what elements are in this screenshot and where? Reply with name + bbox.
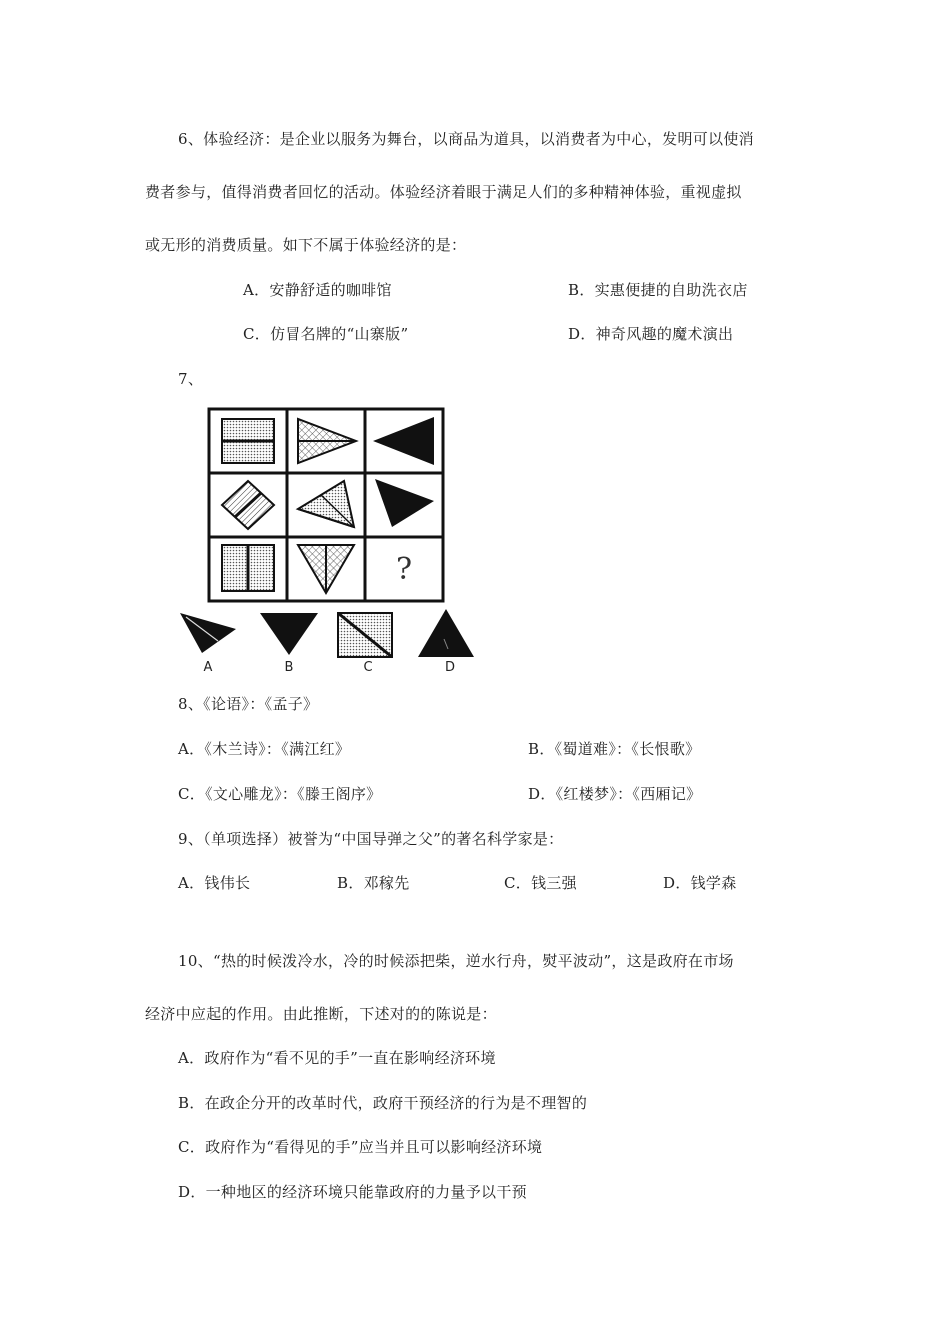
q7-cell-r2c2 xyxy=(298,481,354,527)
q7-cell-r1c1 xyxy=(222,419,274,463)
q10-option-c: C．政府作为“看得见的手”应当并且可以影响经济环境 xyxy=(178,1138,543,1156)
q6-option-b: B．实惠便捷的自助洗衣店 xyxy=(568,281,748,299)
q8-option-a: A．《木兰诗》：《满江红》 xyxy=(178,740,351,758)
q7-answer-d xyxy=(418,609,474,675)
q8-option-c: C．《文心雕龙》：《滕王阁序》 xyxy=(178,785,382,803)
q8-option-d: D．《红楼梦》：《西厢记》 xyxy=(528,785,702,803)
q7-answer-b-label: B xyxy=(284,660,294,675)
q7-cell-r1c3 xyxy=(373,417,434,465)
q9-stem: 9、（单项选择）被誉为“中国导弹之父”的著名科学家是： xyxy=(178,830,564,848)
q6-stem-line-2: 费者参与，值得消费者回忆的活动。体验经济着眼于满足人们的多种精神体验，重视虚拟 xyxy=(145,183,742,201)
q9-option-d: D．钱学森 xyxy=(663,874,737,892)
q6-option-c: C．仿冒名牌的“山寨版” xyxy=(243,325,409,343)
q6-stem-line-1: 6、体验经济：是企业以服务为舞台，以商品为道具，以消费者为中心，发明可以使消 xyxy=(178,130,754,148)
q7-cell-r1c2 xyxy=(298,419,356,463)
q6-option-a: A．安静舒适的咖啡馆 xyxy=(243,281,392,299)
q7-answer-b xyxy=(260,613,318,675)
q10-option-b: B．在政企分开的改革时代，政府干预经济的行为是不理智的 xyxy=(178,1094,588,1112)
q10-option-d: D．一种地区的经济环境只能靠政府的力量予以干预 xyxy=(178,1183,527,1201)
q10-stem-line-2: 经济中应起的作用。由此推断，下述对的的陈说是： xyxy=(145,1005,497,1023)
q7-cell-r3c3-question xyxy=(396,552,412,587)
q9-option-b: B．邓稼先 xyxy=(337,874,410,892)
q7-answer-a xyxy=(180,613,236,675)
q9-option-a: A．钱伟长 xyxy=(178,874,251,892)
q8-stem: 8、《论语》：《孟子》 xyxy=(178,695,319,713)
q10-option-a: A．政府作为“看不见的手”一直在影响经济环境 xyxy=(178,1049,496,1067)
q9-option-c: C．钱三强 xyxy=(504,874,577,892)
q7-answer-d-label: D xyxy=(444,660,456,675)
q10-stem-line-1: 10、“热的时候泼冷水，冷的时候添把柴，逆水行舟，熨平波动”，这是政府在市场 xyxy=(178,952,734,970)
q6-stem-line-3: 或无形的消费质量。如下不属于体验经济的是： xyxy=(145,236,467,254)
q7-figure-svg xyxy=(178,405,478,675)
q7-figure-puzzle xyxy=(178,405,478,679)
q7-cell-r3c1 xyxy=(222,545,274,591)
q7-answer-c-label: C xyxy=(363,660,373,675)
q7-cell-r2c3 xyxy=(375,479,434,527)
q7-answer-a-label: A xyxy=(203,660,213,675)
q8-option-b: B．《蜀道难》：《长恨歌》 xyxy=(528,740,701,758)
q7-number: 7、 xyxy=(178,370,204,388)
q7-answer-c xyxy=(338,613,392,675)
q7-cell-r3c2 xyxy=(298,545,354,593)
q7-cell-r2c1 xyxy=(222,481,274,529)
q7-question-mark: ? xyxy=(395,552,413,587)
q6-option-d: D．神奇风趣的魔术演出 xyxy=(568,325,734,343)
